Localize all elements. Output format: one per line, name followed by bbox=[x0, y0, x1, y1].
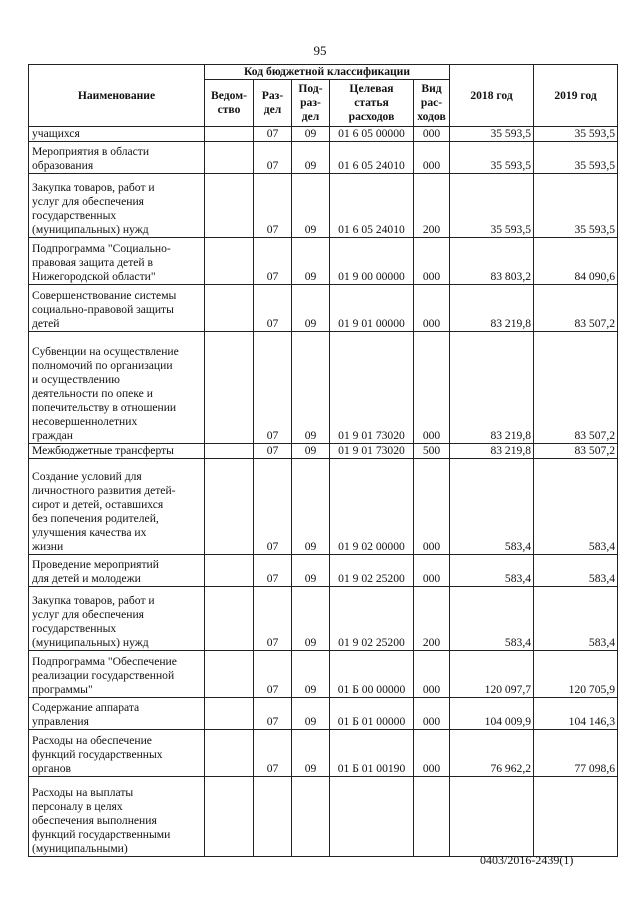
cell-dept bbox=[205, 332, 254, 444]
cell-name: Закупка товаров, работ и услуг для обеспечения государственных (муниципальных) нужд bbox=[29, 174, 205, 238]
cell-section: 07 bbox=[254, 444, 292, 459]
table-row bbox=[29, 459, 618, 555]
table-body bbox=[29, 127, 618, 857]
cell-2019: 83 507,2 bbox=[534, 444, 618, 459]
cell-name: Закупка товаров, работ и услуг для обеспечения государственных (муниципальных) нужд bbox=[29, 587, 205, 651]
table-row bbox=[29, 555, 618, 587]
cell-target: 01 9 02 25200 bbox=[330, 555, 414, 587]
cell-subsection: 09 bbox=[292, 651, 330, 698]
cell-name: Подпрограмма "Социально- правовая защита детей в Нижегородской области" bbox=[29, 238, 205, 285]
cell-name: Межбюджетные трансферты bbox=[29, 444, 205, 459]
cell-2018: 104 009,9 bbox=[450, 698, 534, 730]
cell-2019: 35 593,5 bbox=[534, 127, 618, 142]
budget-table bbox=[28, 64, 618, 857]
cell-2019: 84 090,6 bbox=[534, 238, 618, 285]
cell-type: 500 bbox=[414, 444, 450, 459]
cell-dept bbox=[205, 174, 254, 238]
cell-2019: 77 098,6 bbox=[534, 730, 618, 777]
cell-section bbox=[254, 777, 292, 857]
cell-subsection: 09 bbox=[292, 698, 330, 730]
cell-2019: 583,4 bbox=[534, 587, 618, 651]
header-target: Целевая статья расходов bbox=[330, 80, 414, 127]
page-number: 95 bbox=[313, 43, 327, 58]
cell-2018: 83 219,8 bbox=[450, 444, 534, 459]
cell-subsection: 09 bbox=[292, 587, 330, 651]
header-type: Вид рас- ходов bbox=[414, 80, 450, 127]
cell-section: 07 bbox=[254, 587, 292, 651]
cell-2018: 583,4 bbox=[450, 459, 534, 555]
cell-2018: 83 803,2 bbox=[450, 238, 534, 285]
table-row bbox=[29, 777, 618, 857]
cell-section: 07 bbox=[254, 332, 292, 444]
cell-dept bbox=[205, 698, 254, 730]
cell-dept bbox=[205, 142, 254, 174]
cell-section: 07 bbox=[254, 698, 292, 730]
cell-type: 000 bbox=[414, 238, 450, 285]
cell-2019: 35 593,5 bbox=[534, 142, 618, 174]
cell-subsection: 09 bbox=[292, 459, 330, 555]
cell-subsection: 09 bbox=[292, 238, 330, 285]
cell-name: Субвенции на осуществление полномочий по организации и осуществлению деятельности по опеке и попечительству в отношении несовершеннолетних граждан bbox=[29, 332, 205, 444]
cell-target: 01 9 01 00000 bbox=[330, 285, 414, 332]
cell-2018: 35 593,5 bbox=[450, 142, 534, 174]
cell-subsection bbox=[292, 777, 330, 857]
cell-type: 000 bbox=[414, 698, 450, 730]
cell-section: 07 bbox=[254, 174, 292, 238]
cell-2019: 583,4 bbox=[534, 555, 618, 587]
cell-type: 000 bbox=[414, 285, 450, 332]
cell-2019: 35 593,5 bbox=[534, 174, 618, 238]
cell-type bbox=[414, 777, 450, 857]
cell-2019: 104 146,3 bbox=[534, 698, 618, 730]
cell-section: 07 bbox=[254, 730, 292, 777]
cell-section: 07 bbox=[254, 285, 292, 332]
cell-dept bbox=[205, 238, 254, 285]
cell-name: Совершенствование системы социально-правовой защиты детей bbox=[29, 285, 205, 332]
cell-2018: 76 962,2 bbox=[450, 730, 534, 777]
header-2018: 2018 год bbox=[450, 65, 534, 127]
table-row bbox=[29, 238, 618, 285]
cell-subsection: 09 bbox=[292, 142, 330, 174]
cell-section: 07 bbox=[254, 127, 292, 142]
cell-2018 bbox=[450, 777, 534, 857]
cell-target: 01 9 02 25200 bbox=[330, 587, 414, 651]
cell-dept bbox=[205, 777, 254, 857]
cell-target: 01 Б 00 00000 bbox=[330, 651, 414, 698]
cell-dept bbox=[205, 587, 254, 651]
cell-subsection: 09 bbox=[292, 332, 330, 444]
table-row bbox=[29, 285, 618, 332]
cell-name: Содержание аппарата управления bbox=[29, 698, 205, 730]
table-row bbox=[29, 730, 618, 777]
cell-type: 000 bbox=[414, 332, 450, 444]
cell-2019: 583,4 bbox=[534, 459, 618, 555]
header-name: Наименование bbox=[29, 65, 205, 127]
header-dept: Ведом- ство bbox=[205, 80, 254, 127]
cell-2018: 583,4 bbox=[450, 555, 534, 587]
table-row bbox=[29, 651, 618, 698]
table-row bbox=[29, 127, 618, 142]
cell-target: 01 Б 01 00000 bbox=[330, 698, 414, 730]
cell-target: 01 6 05 24010 bbox=[330, 174, 414, 238]
cell-type: 000 bbox=[414, 127, 450, 142]
cell-2018: 120 097,7 bbox=[450, 651, 534, 698]
table-row bbox=[29, 698, 618, 730]
cell-2019: 83 507,2 bbox=[534, 285, 618, 332]
cell-target: 01 9 01 73020 bbox=[330, 332, 414, 444]
cell-type: 000 bbox=[414, 459, 450, 555]
header-2019: 2019 год bbox=[534, 65, 618, 127]
cell-dept bbox=[205, 444, 254, 459]
cell-target: 01 6 05 00000 bbox=[330, 127, 414, 142]
cell-2018: 83 219,8 bbox=[450, 332, 534, 444]
cell-name: Расходы на выплаты персоналу в целях обеспечения выполнения функций государственными (муниципальными) bbox=[29, 777, 205, 857]
cell-2019: 120 705,9 bbox=[534, 651, 618, 698]
cell-name: Создание условий для личностного развития детей- сирот и детей, оставшихся без попечения родителей, улучшения качества их жизни bbox=[29, 459, 205, 555]
table-row bbox=[29, 332, 618, 444]
cell-target bbox=[330, 777, 414, 857]
cell-subsection: 09 bbox=[292, 285, 330, 332]
cell-dept bbox=[205, 127, 254, 142]
table-row bbox=[29, 444, 618, 459]
cell-name: Подпрограмма "Обеспечение реализации государственной программы" bbox=[29, 651, 205, 698]
cell-2018: 35 593,5 bbox=[450, 174, 534, 238]
table-row bbox=[29, 174, 618, 238]
cell-section: 07 bbox=[254, 238, 292, 285]
cell-target: 01 9 02 00000 bbox=[330, 459, 414, 555]
cell-dept bbox=[205, 555, 254, 587]
cell-name: Расходы на обеспечение функций государственных органов bbox=[29, 730, 205, 777]
document-code: 0403/2016-2439(1) bbox=[480, 853, 574, 867]
cell-type: 000 bbox=[414, 651, 450, 698]
cell-type: 000 bbox=[414, 142, 450, 174]
header-section: Раз- дел bbox=[254, 80, 292, 127]
cell-name: Проведение мероприятий для детей и молодежи bbox=[29, 555, 205, 587]
cell-2019: 83 507,2 bbox=[534, 332, 618, 444]
cell-name: учащихся bbox=[29, 127, 205, 142]
cell-target: 01 6 05 24010 bbox=[330, 142, 414, 174]
cell-section: 07 bbox=[254, 142, 292, 174]
cell-dept bbox=[205, 651, 254, 698]
cell-type: 200 bbox=[414, 587, 450, 651]
cell-subsection: 09 bbox=[292, 555, 330, 587]
cell-target: 01 9 01 73020 bbox=[330, 444, 414, 459]
table-row bbox=[29, 142, 618, 174]
table-row bbox=[29, 587, 618, 651]
cell-section: 07 bbox=[254, 651, 292, 698]
cell-2018: 35 593,5 bbox=[450, 127, 534, 142]
cell-2019 bbox=[534, 777, 618, 857]
cell-type: 000 bbox=[414, 730, 450, 777]
cell-subsection: 09 bbox=[292, 444, 330, 459]
cell-name: Мероприятия в области образования bbox=[29, 142, 205, 174]
cell-type: 000 bbox=[414, 555, 450, 587]
cell-section: 07 bbox=[254, 459, 292, 555]
cell-target: 01 Б 01 00190 bbox=[330, 730, 414, 777]
cell-2018: 583,4 bbox=[450, 587, 534, 651]
header-code-group: Код бюджетной классификации bbox=[205, 65, 450, 80]
cell-section: 07 bbox=[254, 555, 292, 587]
cell-dept bbox=[205, 730, 254, 777]
header-subsection: Под- раз- дел bbox=[292, 80, 330, 127]
cell-subsection: 09 bbox=[292, 174, 330, 238]
cell-2018: 83 219,8 bbox=[450, 285, 534, 332]
budget-table-container bbox=[28, 64, 617, 857]
cell-target: 01 9 00 00000 bbox=[330, 238, 414, 285]
cell-dept bbox=[205, 285, 254, 332]
cell-type: 200 bbox=[414, 174, 450, 238]
cell-subsection: 09 bbox=[292, 730, 330, 777]
cell-subsection: 09 bbox=[292, 127, 330, 142]
cell-dept bbox=[205, 459, 254, 555]
